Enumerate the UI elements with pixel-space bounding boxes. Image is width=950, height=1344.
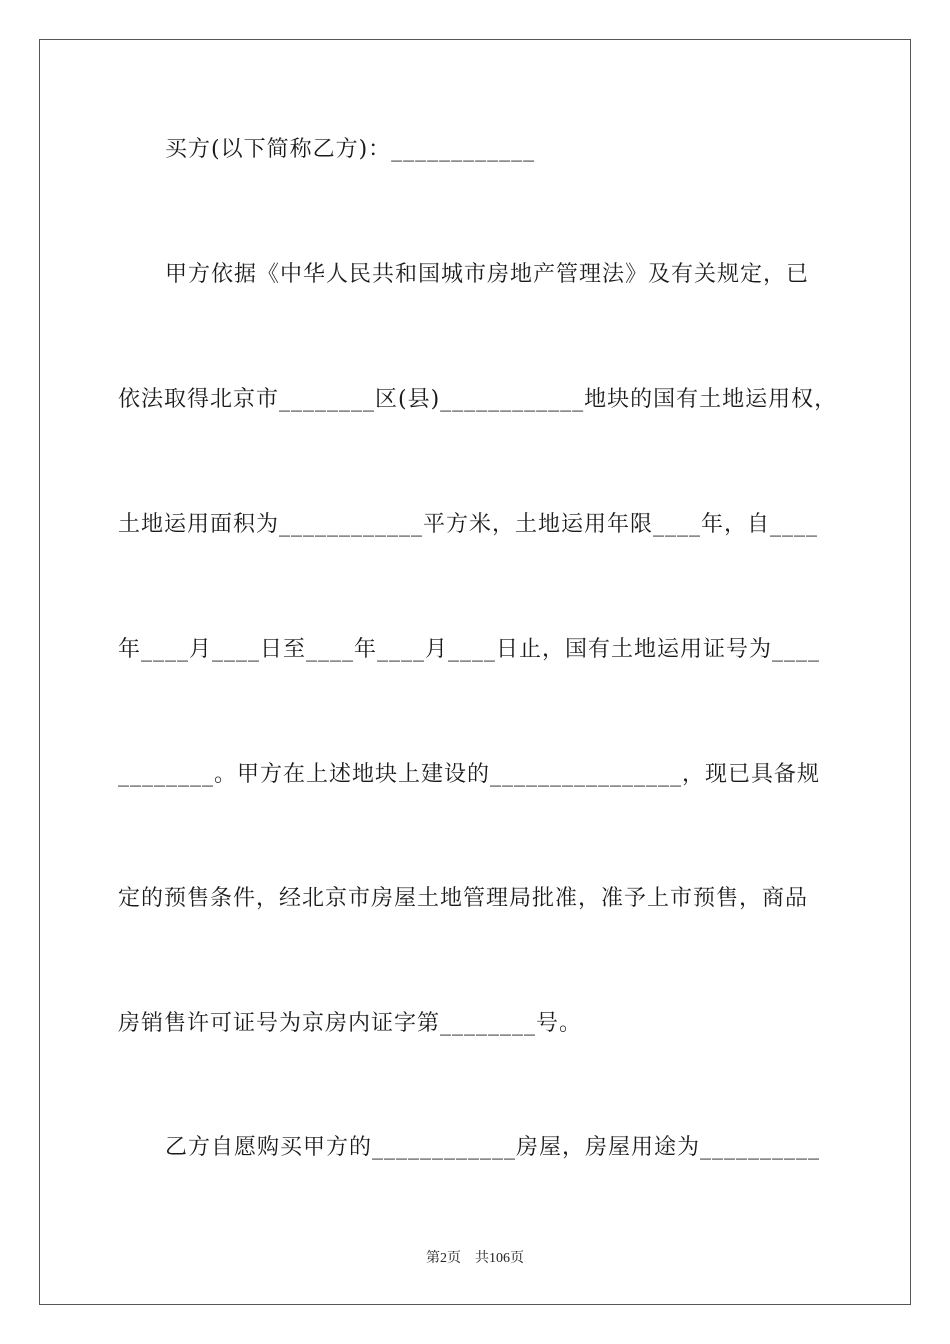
paragraph-line: 年____月____日至____年____月____日止，国有土地运用证号为____ xyxy=(118,637,821,662)
page-border xyxy=(39,39,911,1305)
paragraph-line: 定的预售条件，经北京市房屋土地管理局批准，准予上市预售，商品 xyxy=(118,886,809,911)
paragraph-line: 土地运用面积为____________平方米，土地运用年限____年，自____ xyxy=(118,512,819,537)
page-number-total: 共106页 xyxy=(475,1251,524,1266)
page-number-current: 第2页 xyxy=(426,1251,461,1266)
paragraph-line: 依法取得北京市________区(县)____________地块的国有土地运用权， xyxy=(118,387,838,412)
paragraph-line: 房销售许可证号为京房内证字第________号。 xyxy=(118,1011,583,1036)
page-footer xyxy=(0,1247,950,1267)
buyer-line: 买方(以下简称乙方)：____________ xyxy=(165,137,536,162)
paragraph-line: 甲方依据《中华人民共和国城市房地产管理法》及有关规定，已 xyxy=(165,262,810,287)
paragraph-line: 乙方自愿购买甲方的____________房屋，房屋用途为__________ xyxy=(165,1135,821,1160)
paragraph-line: ________。甲方在上述地块上建设的________________，现已具备规 xyxy=(118,762,821,787)
